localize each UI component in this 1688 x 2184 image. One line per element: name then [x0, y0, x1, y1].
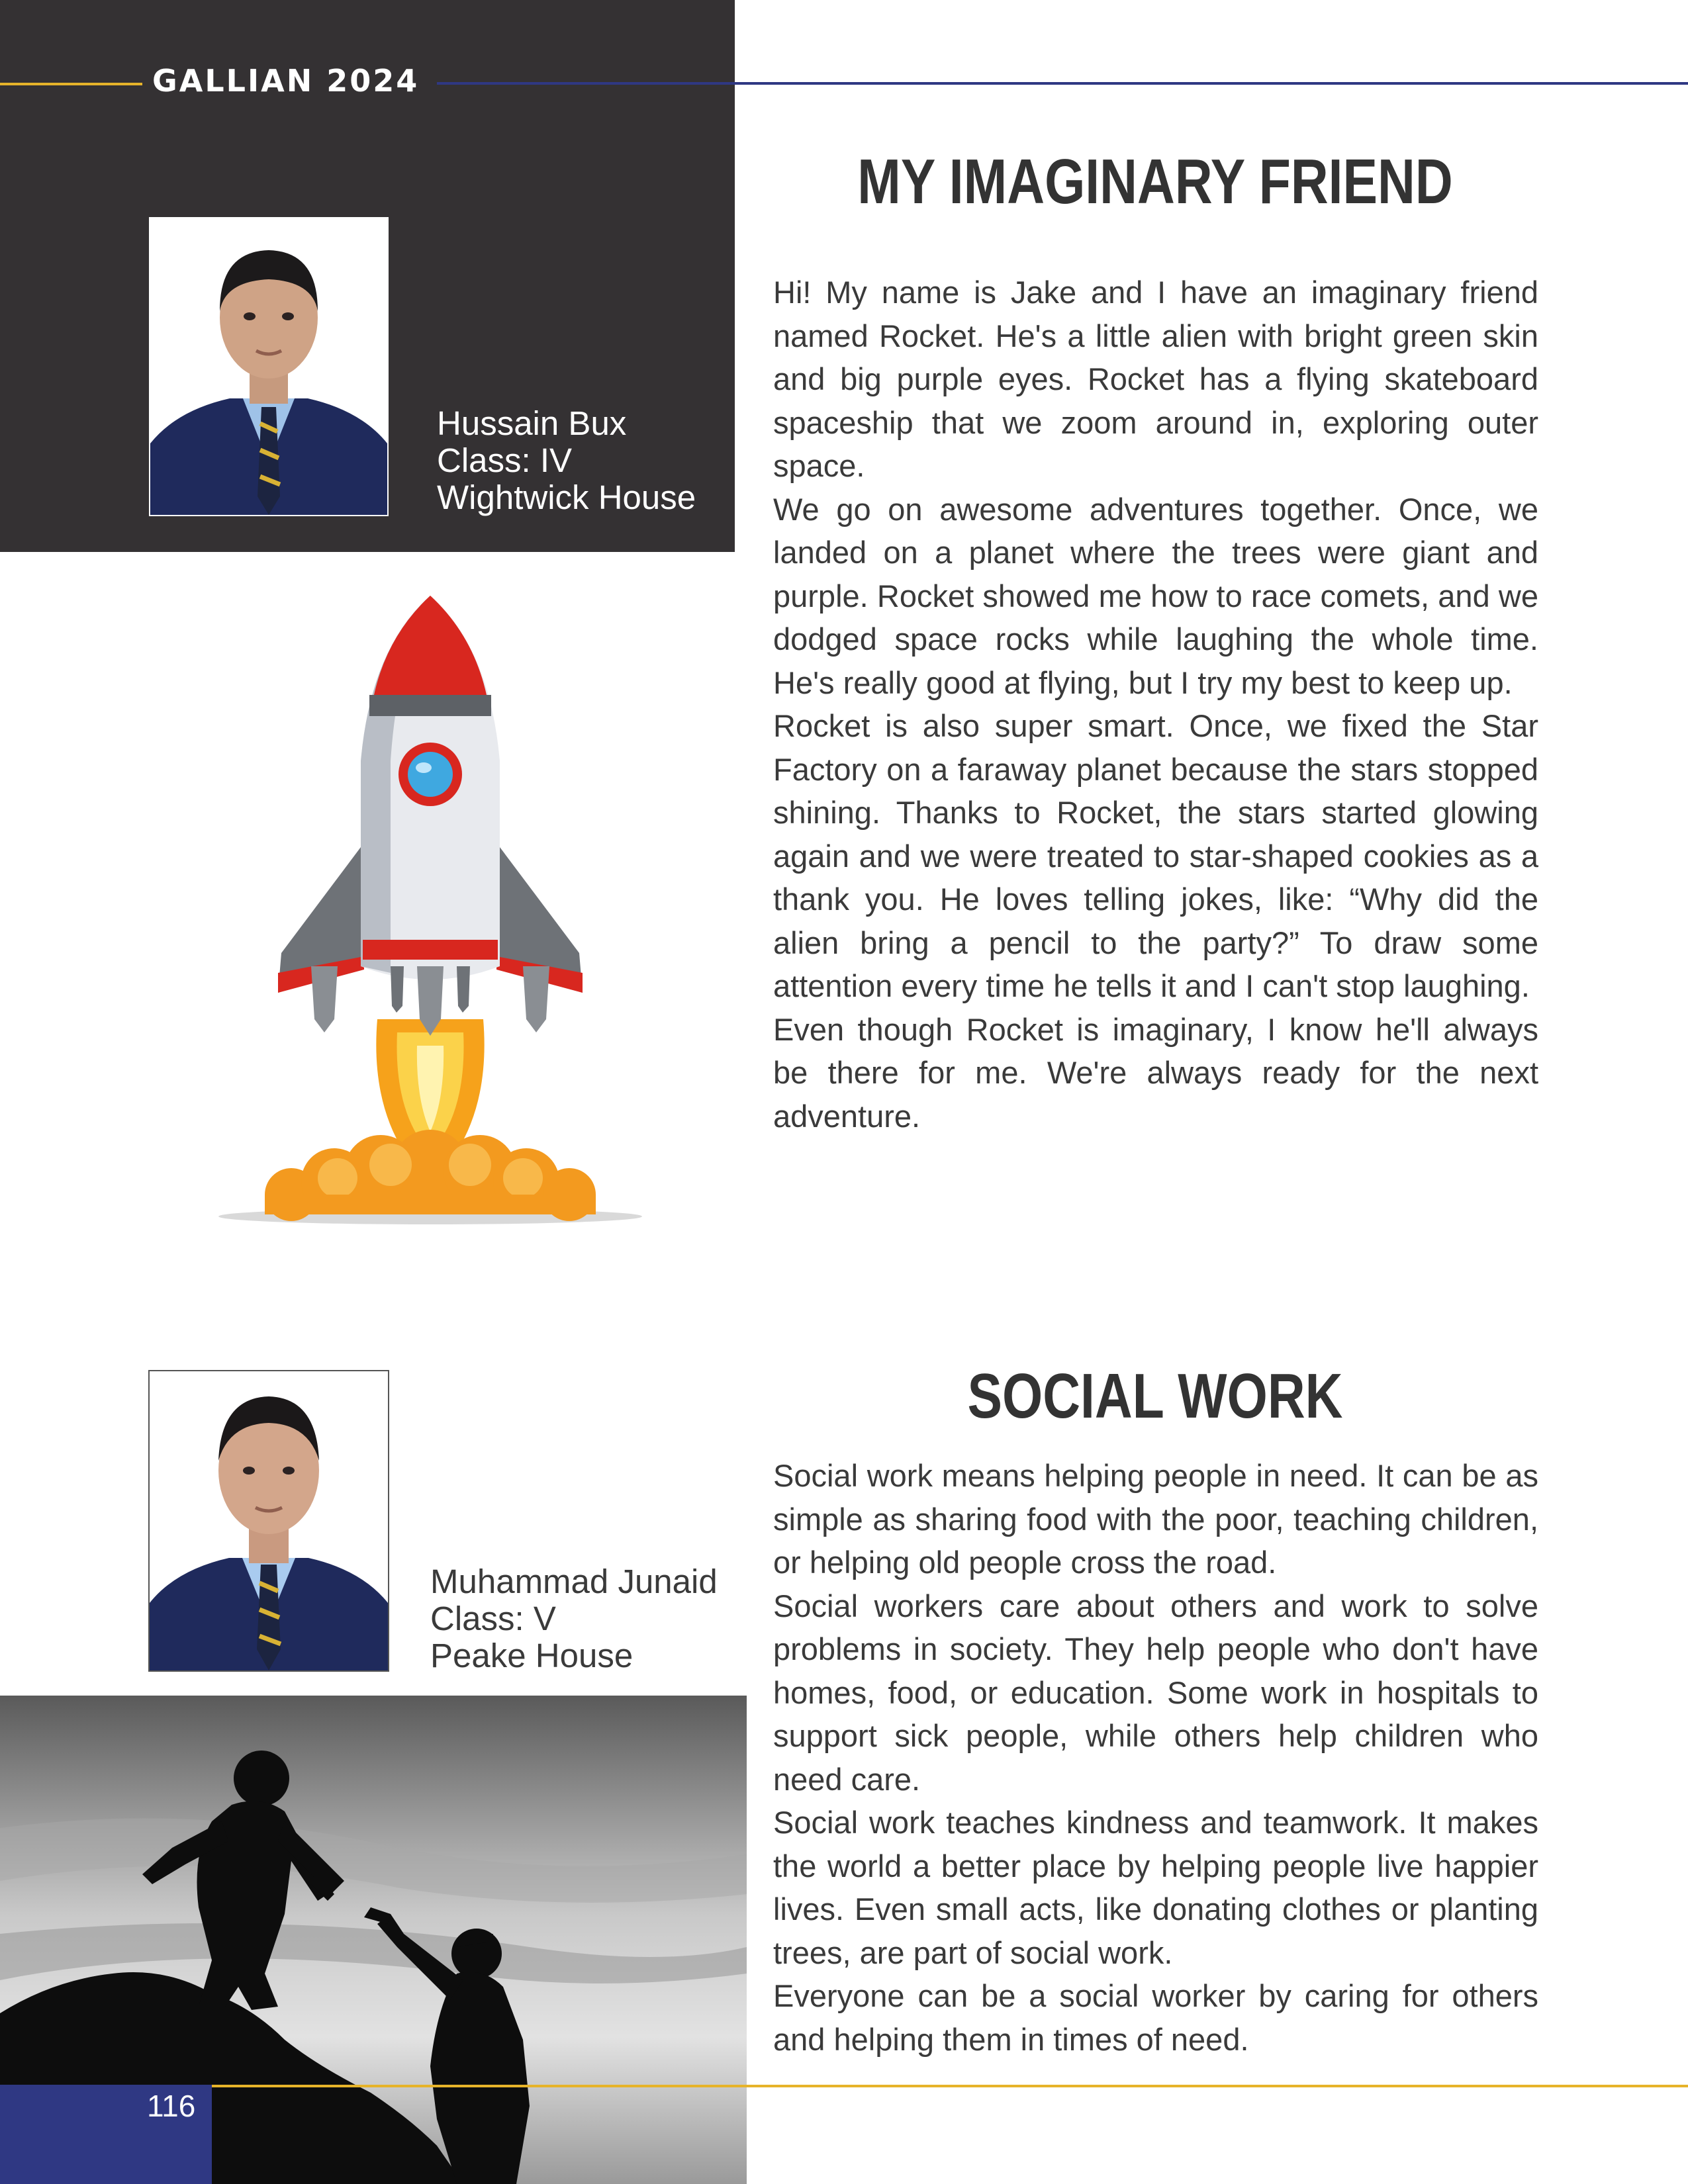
author-caption-1 [437, 405, 696, 516]
page-number: 116 [147, 2089, 196, 2123]
paragraph: Rocket is also super smart. Once, we fixed the Star Factory on a faraway planet because the stars stopped shining. Thanks to Rocket, the stars started glowing again and we were treated to star-shaped cookies as a thank you. He loves telling jokes, like: “Why did the alien bring a pencil to the party?” To draw some attention every time he tells it and I can't stop laughing. [773, 708, 1538, 1003]
header-navy-rule [437, 82, 1688, 85]
rocket-icon [205, 596, 655, 1231]
header-gold-rule [0, 83, 142, 85]
author-class: Class: IV [437, 441, 573, 479]
paragraph: Social work teaches kindness and teamwork. It makes the world a better place by helping people live happier lives. Even small acts, like donating clothes or planting trees, are part of social work. [773, 1805, 1538, 1970]
article-body-imaginary-friend [773, 271, 1538, 1138]
author-photo-junaid [148, 1370, 389, 1672]
footer-gold-rule [212, 2085, 1688, 2087]
paragraph: Social workers care about others and work to solve problems in society. They help people who don't have homes, food, or education. Some work in hospitals to support sick people, while others help children who need care. [773, 1588, 1538, 1797]
paragraph: Social work means helping people in need. It can be as simple as sharing food with the poor, teaching children, or helping old people cross the road. [773, 1458, 1538, 1580]
masthead: GALLIAN 2024 [152, 63, 420, 99]
author-name: Hussain Bux [437, 404, 627, 442]
student-portrait-2 [150, 1371, 388, 1670]
author-name: Muhammad Junaid [430, 1563, 718, 1600]
author-house: Peake House [430, 1637, 633, 1674]
author-caption-2 [430, 1563, 718, 1674]
paragraph: Hi! My name is Jake and I have an imaginary friend named Rocket. He's a little alien with bright green skin and big purple eyes. Rocket has a flying skateboard spaceship that we zoom around in, exploring outer space. [773, 275, 1538, 483]
author-photo-hussain [149, 217, 389, 516]
author-class: Class: V [430, 1600, 556, 1637]
paragraph: We go on awesome adventures together. Once, we landed on a planet where the trees were giant and purple. Rocket showed me how to race comets, and we dodged space rocks while laughing the whole time. He's really good at flying, but I try my best to keep up. [773, 491, 1538, 700]
article-title-social-work: SOCIAL WORK [967, 1361, 1343, 1432]
paragraph: Everyone can be a social worker by caring for others and helping them in times of need. [773, 1978, 1538, 2057]
article-body-social-work [773, 1454, 1538, 2061]
article-title-imaginary-friend: MY IMAGINARY FRIEND [857, 146, 1453, 217]
author-house: Wightwick House [437, 478, 696, 516]
rocket-illustration [205, 596, 655, 1231]
paragraph: Even though Rocket is imaginary, I know he'll always be there for me. We're always ready for the next adventure. [773, 1011, 1538, 1134]
student-portrait-1 [150, 218, 387, 515]
